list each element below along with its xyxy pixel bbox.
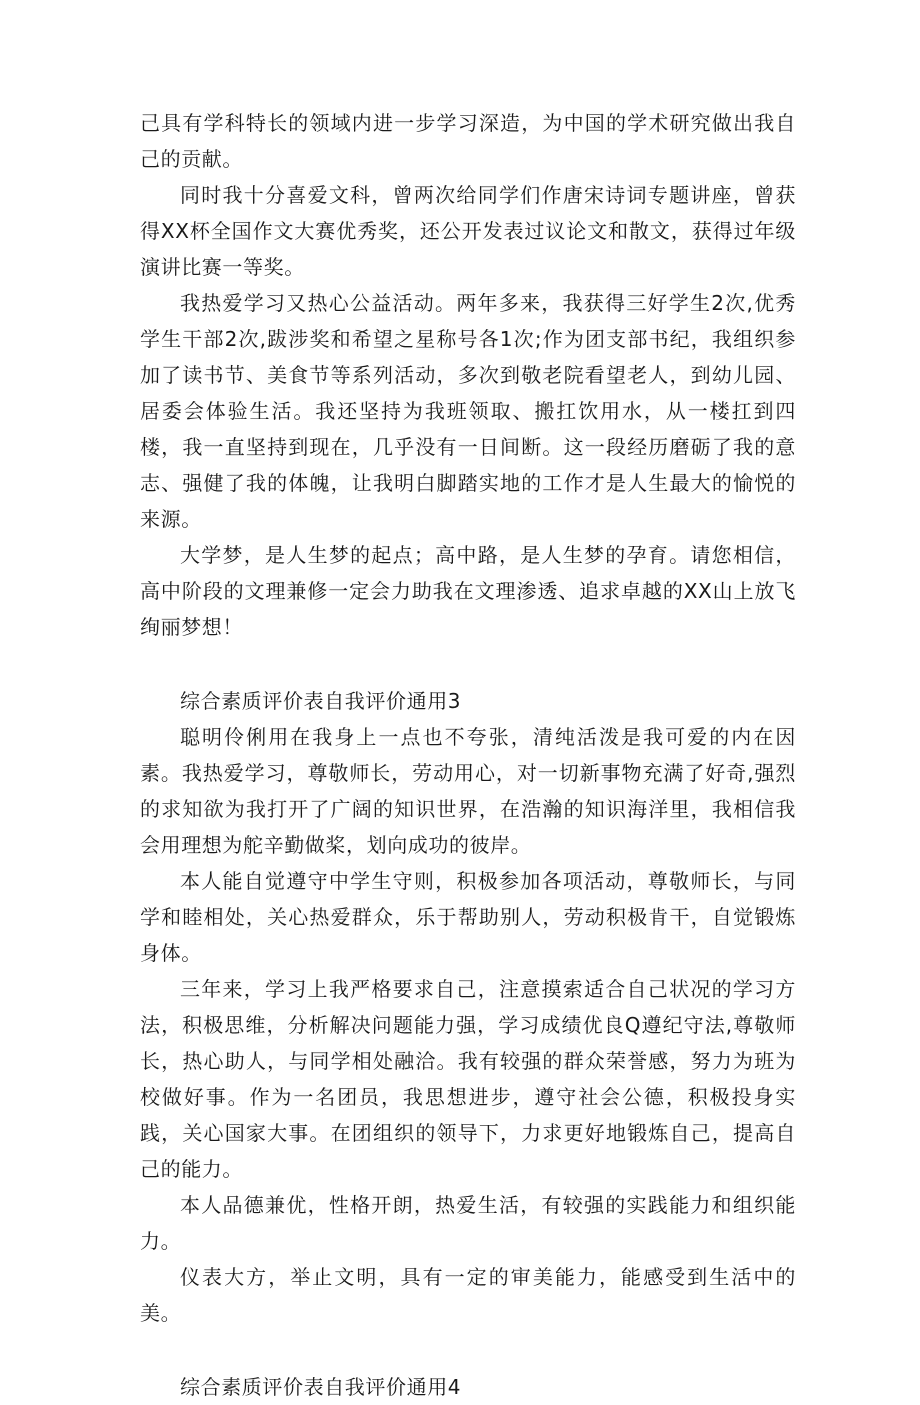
- section-4-heading: 综合素质评价表自我评价通用4: [180, 1375, 462, 1399]
- continuation-paragraph: 己具有学科特长的领域内进一步学习深造，为中国的学术研究做出我自己的贡献。: [140, 111, 796, 171]
- document-body: [140, 105, 796, 1405]
- section-3-paragraph: 本人能自觉遵守中学生守则，积极参加各项活动，尊敬师长，与同学和睦相处，关心热爱群众，乐于帮助别人，劳动积极肯干，自觉锻炼身体。: [140, 869, 796, 965]
- section-3-paragraph: 聪明伶俐用在我身上一点也不夸张，清纯活泼是我可爱的内在因素。我热爱学习，尊敬师长，劳动用心，对一切新事物充满了好奇,强烈的求知欲为我打开了广阔的知识世界，在浩瀚的知识海洋里，我相信我会用理想为舵辛勤做桨，划向成功的彼岸。: [140, 725, 796, 857]
- section-3-paragraph: 仪表大方，举止文明，具有一定的审美能力，能感受到生活中的美。: [140, 1265, 796, 1325]
- paragraph-university-dream: 大学梦，是人生梦的起点；高中路，是人生梦的孕育。请您相信，高中阶段的文理兼修一定会力助我在文理渗透、追求卓越的XX山上放飞绚丽梦想！: [140, 543, 796, 639]
- section-3-heading: 综合素质评价表自我评价通用3: [180, 689, 462, 713]
- section-spacer: [140, 1331, 796, 1369]
- section-spacer: [140, 645, 796, 683]
- paragraph-literature: 同时我十分喜爱文科，曾两次给同学们作唐宋诗词专题讲座，曾获得XX杯全国作文大赛优秀奖，还公开发表过议论文和散文，获得过年级演讲比赛一等奖。: [140, 183, 796, 279]
- paragraph-public-welfare: 我热爱学习又热心公益活动。两年多来，我获得三好学生2次,优秀学生干部2次,跋涉奖和希望之星称号各1次;作为团支部书纪，我组织参加了读书节、美食节等系列活动，多次到敬老院看望老人，到幼儿园、居委会体验生活。我还坚持为我班领取、搬扛饮用水，从一楼扛到四楼，我一直坚持到现在，几乎没有一日间断。这一段经历磨砺了我的意志、强健了我的体魄，让我明白脚踏实地的工作才是人生最大的愉悦的来源。: [140, 291, 796, 531]
- section-3-paragraph: 本人品德兼优，性格开朗，热爱生活，有较强的实践能力和组织能力。: [140, 1193, 796, 1253]
- section-3-paragraph: 三年来，学习上我严格要求自己，注意摸索适合自己状况的学习方法，积极思维，分析解决问题能力强，学习成绩优良Q遵纪守法,尊敬师长，热心助人，与同学相处融洽。我有较强的群众荣誉感，努力为班为校做好事。作为一名团员，我思想进步，遵守社会公德，积极投身实践，关心国家大事。在团组织的领导下，力求更好地锻炼自己，提高自己的能力。: [140, 977, 796, 1181]
